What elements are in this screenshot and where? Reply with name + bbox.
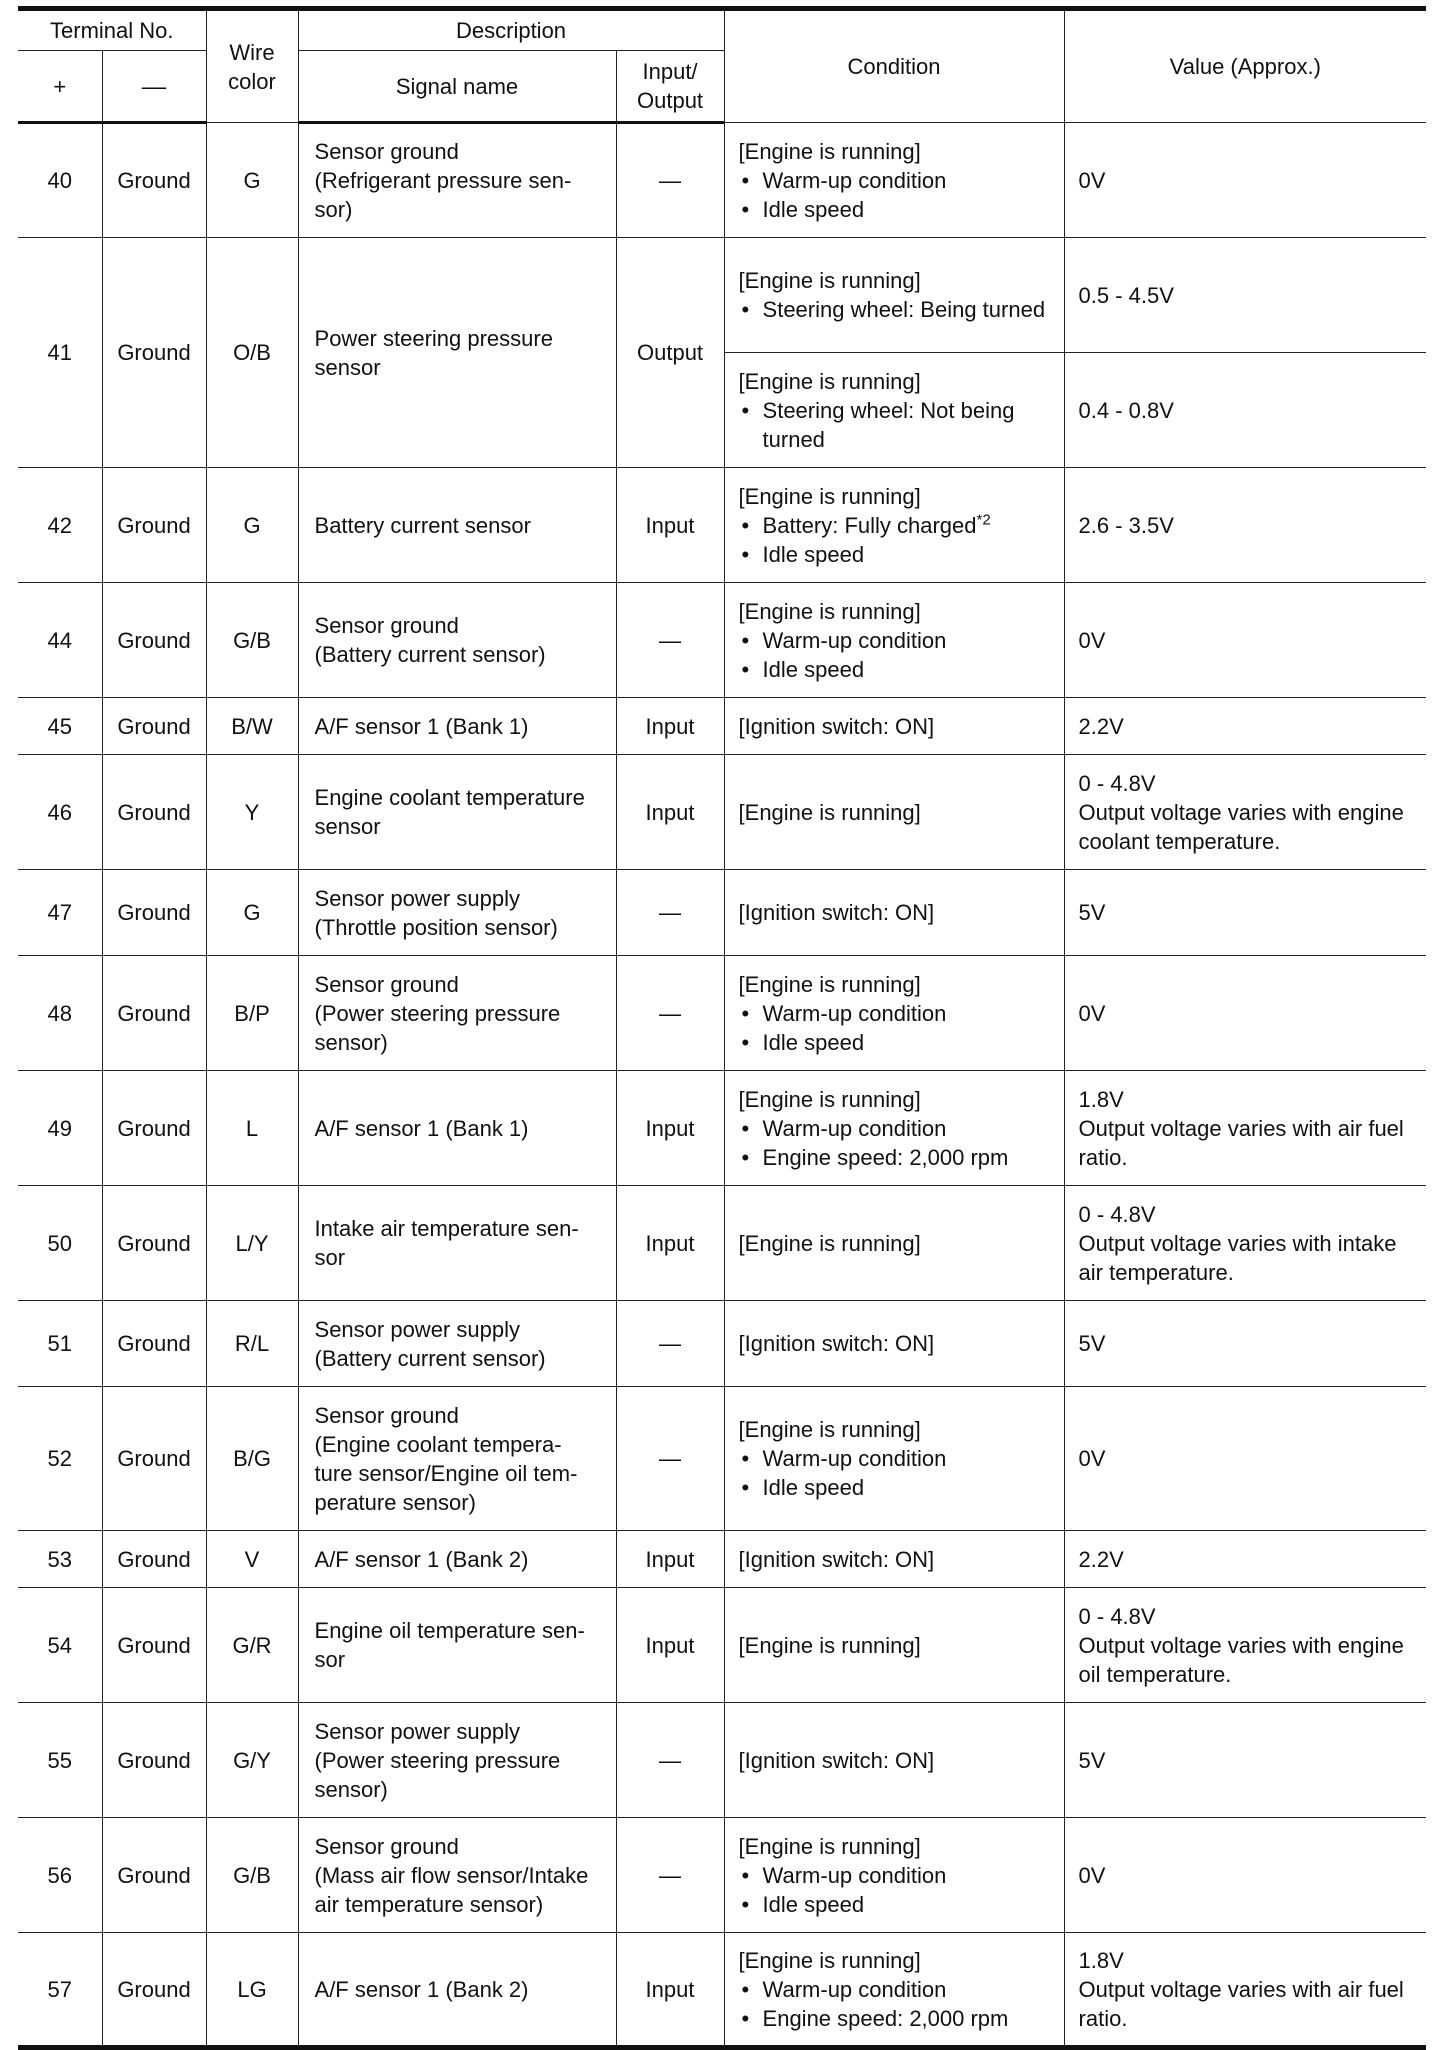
terminal-plus: 45	[18, 698, 102, 755]
terminal-plus: 51	[18, 1301, 102, 1387]
value-line: 0V	[1078, 1446, 1106, 1471]
header-plus: +	[18, 51, 102, 123]
condition-heading: [Engine is running]	[738, 368, 921, 394]
signal-name-line: Battery current sensor	[314, 512, 531, 538]
signal-name-line: A/F sensor 1 (Bank 2)	[314, 1546, 529, 1572]
table-row	[18, 1703, 1426, 1818]
header-description: Description	[298, 9, 724, 51]
terminal-plus: 41	[18, 238, 102, 468]
wire-color: G/Y	[206, 1703, 298, 1818]
value	[1064, 870, 1426, 956]
signal-name	[298, 468, 616, 583]
terminal-minus: Ground	[102, 1933, 206, 2048]
signal-name	[298, 1387, 616, 1531]
condition-heading: [Engine is running]	[738, 483, 921, 509]
terminal-minus: Ground	[102, 1818, 206, 1933]
terminal-table	[18, 6, 1426, 2050]
condition	[724, 1387, 1064, 1531]
wire-color: B/P	[206, 956, 298, 1071]
condition	[724, 583, 1064, 698]
condition-heading: [Ignition switch: ON]	[738, 900, 935, 925]
value	[1064, 698, 1426, 755]
condition-bullet-text: Warm-up condition	[762, 1446, 947, 1471]
signal-name	[298, 1186, 616, 1301]
table-row	[18, 1818, 1426, 1933]
signal-name	[298, 698, 616, 755]
table-row	[18, 870, 1426, 956]
value-line: 2.6 - 3.5V	[1078, 512, 1174, 538]
condition	[724, 468, 1064, 583]
value	[1064, 238, 1426, 353]
signal-name-line: Sensor ground	[314, 1833, 459, 1859]
condition-bullet	[739, 1114, 1058, 1143]
condition-bullet	[739, 2004, 1058, 2033]
signal-name-line: Sensor ground	[314, 139, 459, 164]
terminal-plus: 49	[18, 1071, 102, 1186]
condition-heading: [Ignition switch: ON]	[738, 1331, 935, 1356]
table-row	[18, 1387, 1426, 1531]
condition-bullet-text: Steering wheel: Being turned	[762, 297, 1046, 322]
value	[1064, 1703, 1426, 1818]
wire-color: L	[206, 1071, 298, 1186]
value	[1064, 755, 1426, 870]
condition-bullet-text: Warm-up condition	[762, 1862, 947, 1888]
value-line: Output voltage varies with engine	[1078, 799, 1404, 825]
terminal-minus: Ground	[102, 698, 206, 755]
value-line: air temperature.	[1078, 1259, 1234, 1285]
signal-name-line: ture sensor/Engine oil tem-	[314, 1460, 578, 1486]
signal-name-line: sensor	[314, 354, 381, 380]
signal-name-line: Sensor power supply	[314, 1316, 520, 1342]
condition	[724, 698, 1064, 755]
condition-bullet	[739, 511, 1058, 540]
table-row	[18, 468, 1426, 583]
condition-bullet	[739, 540, 1058, 569]
value	[1064, 1071, 1426, 1186]
wire-color: V	[206, 1531, 298, 1588]
input-output: Input	[616, 1186, 724, 1301]
table-row	[18, 1588, 1426, 1703]
condition	[724, 353, 1064, 468]
signal-name	[298, 870, 616, 956]
value-line: oil temperature.	[1078, 1661, 1232, 1687]
table-row	[18, 1531, 1426, 1588]
signal-name-line: (Power steering pressure	[314, 1000, 561, 1026]
signal-name	[298, 956, 616, 1071]
condition-heading: [Engine is running]	[738, 1230, 921, 1256]
table-row	[18, 1186, 1426, 1301]
condition-heading: [Engine is running]	[738, 268, 921, 293]
input-output: —	[616, 870, 724, 956]
wire-color: L/Y	[206, 1186, 298, 1301]
signal-name-line: (Engine coolant tempera-	[314, 1431, 562, 1457]
condition-bullet	[739, 1473, 1058, 1502]
value-line: ratio.	[1078, 1144, 1128, 1170]
value-line: 0V	[1078, 1000, 1106, 1026]
signal-name-line: A/F sensor 1 (Bank 2)	[314, 1976, 529, 2002]
input-output: Input	[616, 1588, 724, 1703]
value-line: 0V	[1078, 627, 1106, 653]
value-line: 1.8V	[1078, 1086, 1124, 1112]
condition-bullet-text: Warm-up condition	[762, 1976, 947, 2002]
signal-name-line: sor	[314, 1647, 346, 1672]
input-output: —	[616, 1703, 724, 1818]
value	[1064, 468, 1426, 583]
condition	[724, 870, 1064, 956]
condition-heading: [Ignition switch: ON]	[738, 713, 935, 739]
terminal-minus: Ground	[102, 755, 206, 870]
condition-heading: [Engine is running]	[738, 1833, 921, 1859]
signal-name-line: sensor	[314, 814, 381, 839]
condition-bullet	[739, 1975, 1058, 2004]
signal-name	[298, 1588, 616, 1703]
signal-name	[298, 123, 616, 238]
value	[1064, 1186, 1426, 1301]
terminal-plus: 48	[18, 956, 102, 1071]
signal-name	[298, 1301, 616, 1387]
condition-bullet	[739, 1028, 1058, 1057]
input-output: —	[616, 1818, 724, 1933]
wire-color: LG	[206, 1933, 298, 2048]
condition-heading: [Engine is running]	[738, 138, 921, 164]
condition-bullet-text: Warm-up condition	[762, 627, 947, 653]
condition	[724, 956, 1064, 1071]
condition-heading: [Engine is running]	[738, 598, 921, 624]
value-line: Output voltage varies with engine	[1078, 1632, 1404, 1658]
signal-name-line: (Throttle position sensor)	[314, 914, 558, 940]
signal-name-line: (Refrigerant pressure sen-	[314, 168, 572, 193]
input-output: —	[616, 123, 724, 238]
condition	[724, 1071, 1064, 1186]
table-header	[18, 9, 1426, 123]
signal-name	[298, 1933, 616, 2048]
condition-bullet	[739, 999, 1058, 1028]
signal-name	[298, 238, 616, 468]
condition-bullet-text: Engine speed: 2,000 rpm	[762, 2005, 1009, 2031]
terminal-plus: 40	[18, 123, 102, 238]
terminal-plus: 46	[18, 755, 102, 870]
wire-color: G/B	[206, 1818, 298, 1933]
terminal-minus: Ground	[102, 123, 206, 238]
condition-bullet-text: Idle speed	[762, 1891, 865, 1917]
signal-name	[298, 1703, 616, 1818]
table-row	[18, 956, 1426, 1071]
input-output: Input	[616, 755, 724, 870]
terminal-minus: Ground	[102, 1531, 206, 1588]
value	[1064, 1531, 1426, 1588]
condition-bullet-text: Steering wheel: Not being turned	[762, 397, 1015, 452]
terminal-plus: 47	[18, 870, 102, 956]
signal-name-line: sensor)	[314, 1776, 388, 1802]
header-terminal-no: Terminal No.	[18, 9, 206, 51]
signal-name-line: Intake air temperature sen-	[314, 1216, 579, 1241]
signal-name-line: (Power steering pressure	[314, 1747, 561, 1773]
terminal-plus: 44	[18, 583, 102, 698]
condition	[724, 1703, 1064, 1818]
input-output: Input	[616, 1531, 724, 1588]
wire-color: G/B	[206, 583, 298, 698]
signal-name-line: Sensor power supply	[314, 885, 520, 911]
condition-bullet	[739, 1444, 1058, 1473]
condition	[724, 1531, 1064, 1588]
wire-color: B/G	[206, 1387, 298, 1531]
value-line: 0.4 - 0.8V	[1078, 397, 1174, 423]
value-line: 0 - 4.8V	[1078, 1201, 1156, 1227]
signal-name-line: perature sensor)	[314, 1489, 476, 1515]
value	[1064, 583, 1426, 698]
wire-color: Y	[206, 755, 298, 870]
terminal-plus: 56	[18, 1818, 102, 1933]
input-output: Input	[616, 468, 724, 583]
terminal-minus: Ground	[102, 1186, 206, 1301]
terminal-minus: Ground	[102, 468, 206, 583]
signal-name-line: air temperature sensor)	[314, 1891, 544, 1917]
table-row	[18, 1933, 1426, 2048]
terminal-plus: 54	[18, 1588, 102, 1703]
value-line: 5V	[1078, 1331, 1106, 1356]
condition	[724, 1186, 1064, 1301]
condition-bullet	[739, 655, 1058, 684]
wire-color: O/B	[206, 238, 298, 468]
value-line: Output voltage varies with air fuel	[1078, 1115, 1404, 1141]
input-output: —	[616, 956, 724, 1071]
terminal-plus: 53	[18, 1531, 102, 1588]
value-line: Output voltage varies with intake	[1078, 1230, 1397, 1256]
condition-heading: [Engine is running]	[738, 799, 921, 825]
value-line: ratio.	[1078, 2005, 1128, 2031]
footnote-marker: *2	[976, 511, 991, 529]
value	[1064, 1387, 1426, 1531]
value-line: 0V	[1078, 167, 1106, 193]
wire-color: G	[206, 870, 298, 956]
table-row	[18, 1301, 1426, 1387]
input-output: —	[616, 1387, 724, 1531]
condition	[724, 123, 1064, 238]
table-row	[18, 1071, 1426, 1186]
header-minus: ––	[102, 51, 206, 123]
condition-bullet	[739, 1890, 1058, 1919]
condition-bullet	[739, 1861, 1058, 1890]
wire-color: G	[206, 468, 298, 583]
signal-name-line: Sensor ground	[314, 971, 459, 997]
value	[1064, 1933, 1426, 2048]
terminal-minus: Ground	[102, 956, 206, 1071]
wire-color: B/W	[206, 698, 298, 755]
value-line: 0.5 - 4.5V	[1078, 282, 1174, 308]
value-line: 2.2V	[1078, 713, 1124, 739]
table-body	[18, 123, 1426, 2048]
table-row	[18, 238, 1426, 353]
value	[1064, 123, 1426, 238]
condition-bullet	[739, 626, 1058, 655]
condition-bullet-text: Warm-up condition	[762, 1000, 947, 1026]
table-row	[18, 123, 1426, 238]
header-value: Value (Approx.)	[1064, 9, 1426, 123]
input-output: —	[616, 583, 724, 698]
condition-bullet	[739, 195, 1058, 224]
value-line: Output voltage varies with air fuel	[1078, 1976, 1404, 2002]
terminal-minus: Ground	[102, 1387, 206, 1531]
condition-bullet	[739, 1143, 1058, 1172]
value-line: coolant temperature.	[1078, 828, 1281, 854]
signal-name	[298, 1071, 616, 1186]
input-output: Output	[616, 238, 724, 468]
terminal-minus: Ground	[102, 1071, 206, 1186]
signal-name-line: (Battery current sensor)	[314, 1345, 546, 1371]
header-condition: Condition	[724, 9, 1064, 123]
value-line: 0 - 4.8V	[1078, 770, 1156, 796]
header-signal-name: Signal name	[298, 51, 616, 123]
table-row	[18, 583, 1426, 698]
condition-heading: [Engine is running]	[738, 1417, 921, 1442]
condition-bullet-text: Idle speed	[762, 541, 865, 567]
signal-name	[298, 1818, 616, 1933]
condition-heading: [Engine is running]	[738, 971, 921, 997]
condition	[724, 1818, 1064, 1933]
condition-heading: [Engine is running]	[738, 1947, 921, 1973]
wire-color: G/R	[206, 1588, 298, 1703]
condition	[724, 238, 1064, 353]
wire-color: G	[206, 123, 298, 238]
signal-name-line: Sensor ground	[314, 1402, 459, 1428]
input-output: Input	[616, 1071, 724, 1186]
terminal-plus: 42	[18, 468, 102, 583]
condition-bullet-text: Warm-up condition	[762, 1115, 947, 1141]
signal-name-line: A/F sensor 1 (Bank 1)	[314, 1115, 529, 1141]
input-output: Input	[616, 698, 724, 755]
input-output: Input	[616, 1933, 724, 2048]
condition-bullet	[739, 396, 1058, 454]
table-row	[18, 698, 1426, 755]
condition-bullet-text: Idle speed	[762, 1475, 865, 1500]
condition-heading: [Engine is running]	[738, 1632, 921, 1658]
signal-name-line: (Mass air flow sensor/Intake	[314, 1862, 589, 1888]
condition-bullet	[739, 166, 1058, 195]
value	[1064, 353, 1426, 468]
signal-name-line: (Battery current sensor)	[314, 642, 546, 667]
terminal-minus: Ground	[102, 1301, 206, 1387]
value	[1064, 1301, 1426, 1387]
signal-name-line: Engine coolant temperature	[314, 785, 585, 810]
terminal-plus: 50	[18, 1186, 102, 1301]
condition-bullet-text: Engine speed: 2,000 rpm	[762, 1144, 1009, 1170]
value-line: 1.8V	[1078, 1947, 1124, 1973]
condition-bullet-text: Battery: Fully charged	[762, 512, 977, 538]
value-line: 5V	[1078, 1747, 1106, 1773]
condition-heading: [Ignition switch: ON]	[738, 1546, 935, 1572]
value	[1064, 1588, 1426, 1703]
condition-bullet	[739, 295, 1058, 324]
value-line: 0 - 4.8V	[1078, 1603, 1156, 1629]
signal-name-line: sor)	[314, 197, 353, 222]
condition	[724, 1588, 1064, 1703]
terminal-minus: Ground	[102, 1588, 206, 1703]
condition-bullet-text: Idle speed	[762, 656, 865, 682]
header-wire-color: Wire color	[206, 9, 298, 123]
wire-color: R/L	[206, 1301, 298, 1387]
signal-name-line: sor	[314, 1245, 346, 1270]
signal-name-line: Power steering pressure	[314, 325, 553, 351]
condition	[724, 755, 1064, 870]
condition-heading: [Ignition switch: ON]	[738, 1747, 935, 1773]
condition	[724, 1301, 1064, 1387]
terminal-minus: Ground	[102, 238, 206, 468]
signal-name	[298, 1531, 616, 1588]
value-line: 0V	[1078, 1862, 1106, 1888]
value	[1064, 1818, 1426, 1933]
value-line: 5V	[1078, 900, 1106, 925]
condition	[724, 1933, 1064, 2048]
signal-name-line: Sensor ground	[314, 613, 459, 638]
terminal-minus: Ground	[102, 583, 206, 698]
condition-bullet-text: Idle speed	[762, 1029, 865, 1055]
condition-heading: [Engine is running]	[738, 1086, 921, 1112]
signal-name-line: A/F sensor 1 (Bank 1)	[314, 713, 529, 739]
signal-name	[298, 755, 616, 870]
input-output: —	[616, 1301, 724, 1387]
value	[1064, 956, 1426, 1071]
terminal-minus: Ground	[102, 870, 206, 956]
signal-name-line: Engine oil temperature sen-	[314, 1618, 585, 1643]
header-input-output: Input/ Output	[616, 51, 724, 123]
terminal-plus: 57	[18, 1933, 102, 2048]
terminal-plus: 52	[18, 1387, 102, 1531]
terminal-minus: Ground	[102, 1703, 206, 1818]
value-line: 2.2V	[1078, 1546, 1124, 1572]
signal-name-line: sensor)	[314, 1029, 388, 1055]
terminal-plus: 55	[18, 1703, 102, 1818]
condition-bullet-text: Warm-up condition	[762, 167, 947, 193]
signal-name-line: Sensor power supply	[314, 1718, 520, 1744]
table-row	[18, 755, 1426, 870]
signal-name	[298, 583, 616, 698]
condition-bullet-text: Idle speed	[762, 196, 865, 222]
